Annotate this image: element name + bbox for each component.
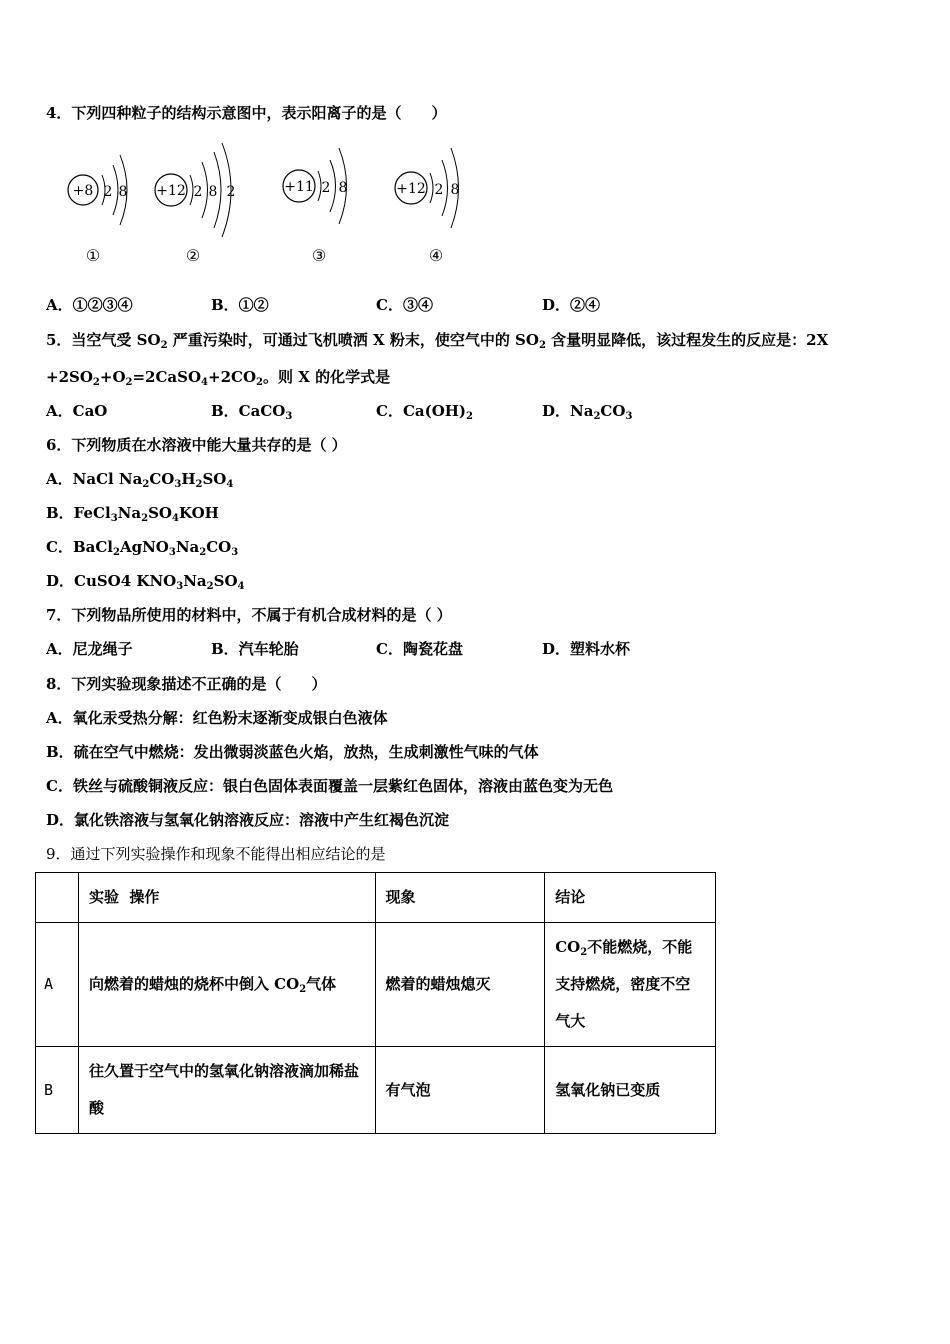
atom-2-label: ② (185, 246, 201, 265)
q8-stem: 8．下列实验现象描述不正确的是（ ） (46, 675, 327, 693)
q7-stem: 7．下列物品所使用的材料中，不属于有机合成材料的是（ ） (46, 606, 452, 624)
atom-1-shell-1: 2 (103, 184, 113, 200)
q6-stem: 6．下列物质在水溶液中能大量共存的是（ ） (46, 436, 347, 454)
atom-4-shell-1: 2 (434, 182, 444, 198)
q6-option-b: B．$FeCl_3Na_2SO_4KOH$ (46, 504, 219, 524)
q4-option-d: D．②④ (542, 296, 601, 314)
q5-option-a: A．CaO (46, 402, 108, 420)
atom-4-label: ④ (428, 246, 444, 265)
table-header-row (36, 873, 716, 923)
q9-stem: 9．通过下列实验操作和现象不能得出相应结论的是 (46, 845, 386, 863)
q7-option-b: B．汽车轮胎 (211, 640, 299, 658)
q6-option-c: C．$BaCl_2AgNO_3Na_2CO_3$ (46, 538, 239, 558)
atom-2-shell-1: 2 (193, 184, 203, 200)
atom-4-shell-2: 8 (450, 182, 460, 198)
q8-option-c: C．铁丝与硫酸铜液反应：银白色固体表面覆盖一层紫红色固体，溶液由蓝色变为无色 (46, 777, 613, 795)
row-b-operation: 往久置于空气中的氢氧化钠溶液滴加稀盐酸 (78, 1047, 375, 1134)
row-a-operation: 向燃着的蜡烛的烧杯中倒入 $CO_2$气体 (78, 923, 375, 1047)
header-cell-conclusion: 结论 (545, 873, 716, 923)
atom-1-shell-2: 8 (118, 184, 128, 200)
q9-table (35, 872, 716, 1134)
q5-options (46, 400, 746, 422)
atom-2-nucleus: +12 (156, 183, 186, 199)
atom-3-shell-2: 8 (338, 180, 348, 196)
q7-options (46, 638, 746, 660)
atom-diagram-2 (155, 143, 235, 265)
q4-option-c: C．③④ (376, 296, 433, 314)
q5-stem-line-1: 5．当空气受 $SO_2$ 严重污染时，可通过飞机喷洒 X 粉末，使空气中的 $SO_2$ 含量明显降低，该过程发生的反应是：2X (46, 331, 829, 351)
atom-diagram-4 (395, 148, 459, 265)
row-a-id: A (36, 923, 79, 1047)
q7-option-a: A．尼龙绳子 (46, 640, 133, 658)
q6-option-d: D．CuSO4 $KNO_3Na_2SO_4$ (46, 572, 245, 592)
q5-option-d: D．$Na_2CO_3$ (542, 402, 633, 422)
table-row (36, 1047, 716, 1134)
q5-stem-line-2: $+2SO_2+O_2=2CaSO_4+2CO_2$。则 X 的化学式是 (46, 368, 391, 388)
q7-option-d: D．塑料水杯 (542, 640, 631, 658)
header-cell-operation: 实验 操作 (78, 873, 375, 923)
q6-option-a: A．NaCl $Na_2CO_3H_2SO_4$ (46, 470, 234, 490)
row-b-id: B (36, 1047, 79, 1134)
q4-option-b: B．①② (211, 296, 269, 314)
q5-option-c: C．$Ca(OH)_2$ (376, 402, 473, 422)
header-cell-phenomenon: 现象 (375, 873, 545, 923)
q4-options (46, 294, 746, 316)
row-b-conclusion: 氢氧化钠已变质 (545, 1047, 716, 1134)
atom-2-shell-2: 8 (208, 184, 218, 200)
q5-option-b: B．CaCO$_3$ (211, 402, 293, 422)
row-a-conclusion: $CO_2$不能燃烧，不能支持燃烧，密度不空气大 (545, 923, 716, 1047)
row-a-phenomenon: 燃着的蜡烛熄灭 (375, 923, 545, 1047)
atom-diagram-1 (68, 155, 127, 265)
q4-stem: 4．下列四种粒子的结构示意图中，表示阳离子的是（ ） (46, 104, 447, 122)
atom-1-nucleus: +8 (72, 183, 94, 199)
q8-option-b: B．硫在空气中燃烧：发出微弱淡蓝色火焰，放热，生成刺激性气味的气体 (46, 743, 539, 761)
atom-diagram-3 (283, 148, 347, 265)
atom-3-label: ③ (311, 246, 327, 265)
atom-3-nucleus: +11 (284, 179, 314, 195)
q4-option-a: A．①②③④ (46, 296, 133, 314)
q7-option-c: C．陶瓷花盘 (376, 640, 463, 658)
atom-4-nucleus: +12 (396, 181, 426, 197)
row-b-phenomenon: 有气泡 (375, 1047, 545, 1134)
header-cell-id (36, 873, 79, 923)
atom-1-label: ① (85, 246, 101, 265)
atom-2-shell-3: 2 (226, 184, 236, 200)
atom-3-shell-1: 2 (321, 180, 331, 196)
q8-option-d: D．氯化铁溶液与氢氧化钠溶液反应：溶液中产生红褐色沉淀 (46, 811, 450, 829)
q8-option-a: A．氧化汞受热分解：红色粉末逐渐变成银白色液体 (46, 709, 388, 727)
atom-structure-diagrams (50, 140, 480, 275)
table-row (36, 923, 716, 1047)
